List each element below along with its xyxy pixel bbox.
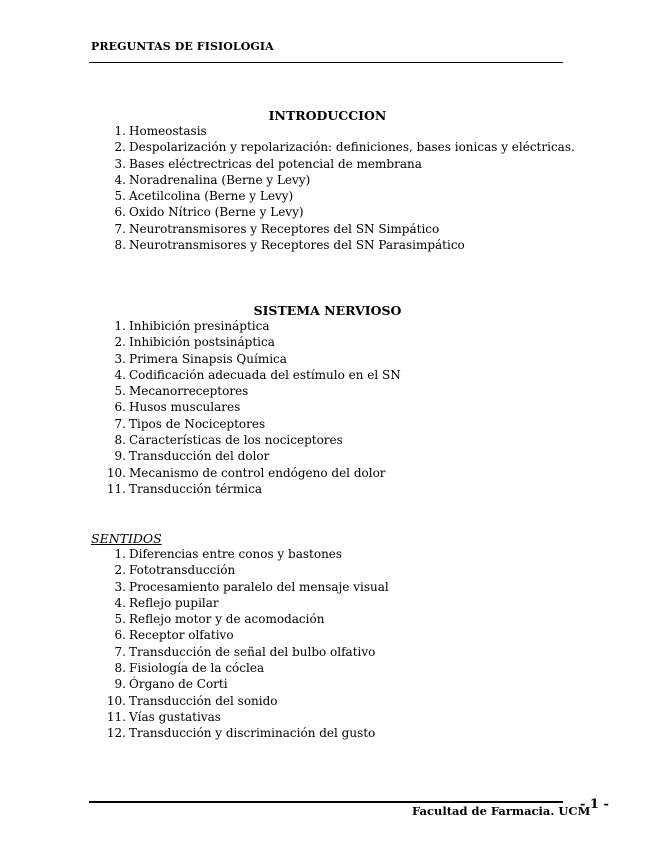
list-item-number: 2. [114, 140, 126, 155]
list-item [89, 644, 389, 660]
list-item [89, 399, 401, 415]
list-item-number: 12. [106, 726, 126, 741]
list-item-label: Transducción y discriminación del gusto [129, 726, 376, 741]
list-item-number: 2. [114, 563, 126, 578]
list-item [89, 367, 401, 383]
list-item-label: Despolarización y repolarización: definiciones, bases ionicas y eléctricas. [129, 140, 575, 155]
list-item-label: Neurotransmisores y Receptores del SN Simpático [129, 221, 440, 236]
sistema-nervioso-list [89, 318, 401, 497]
list-item-label: Transducción de señal del bulbo olfativo [129, 644, 376, 659]
list-item-label: Mecanorreceptores [129, 384, 249, 399]
list-item-label: Diferencias entre conos y bastones [129, 547, 343, 561]
list-item [89, 660, 389, 676]
list-item-number: 5. [114, 189, 126, 204]
list-item-number: 1. [114, 124, 126, 138]
list-item-label: Transducción del dolor [129, 449, 270, 464]
list-item-label: Fisiología de la cóclea [129, 661, 265, 676]
list-item-label: Reflejo motor y de acomodación [129, 612, 325, 627]
introduccion-list [89, 123, 575, 253]
list-item-label: Tipos de Nociceptores [129, 416, 266, 431]
footer-institution: Facultad de Farmacia. UCM [412, 804, 591, 818]
list-item [89, 579, 389, 595]
list-item [89, 204, 575, 220]
list-item-number: 7. [114, 416, 126, 431]
section-heading-sistema-nervioso-text: SISTEMA NERVIOSO [253, 303, 402, 318]
list-item-label: Reflejo pupilar [129, 595, 219, 610]
list-item-number: 8. [114, 661, 126, 676]
list-item-number: 10. [106, 465, 126, 480]
list-item-number: 3. [114, 579, 126, 594]
list-item-number: 6. [114, 205, 126, 220]
list-item-label: Inhibición presináptica [129, 319, 270, 333]
list-item-number: 8. [114, 238, 126, 253]
list-item-number: 5. [114, 612, 126, 627]
list-item-label: Transducción del sonido [129, 693, 278, 708]
list-item-number: 7. [114, 221, 126, 236]
list-item-label: Neurotransmisores y Receptores del SN Parasimpático [129, 238, 465, 253]
list-item-number: 11. [106, 481, 126, 496]
list-item-label: Noradrenalina (Berne y Levy) [129, 172, 311, 187]
page-number: - 1 - [580, 797, 609, 812]
page-header-title: PREGUNTAS DE FISIOLOGIA [91, 40, 274, 53]
list-item-number: 3. [114, 351, 126, 366]
footer-divider [89, 801, 563, 803]
section-heading-sistema-nervioso [0, 303, 655, 318]
list-item-label: Homeostasis [129, 124, 207, 138]
list-item-number: 7. [114, 644, 126, 659]
list-item [89, 611, 389, 627]
list-item [89, 709, 389, 725]
list-item-label: Procesamiento paralelo del mensaje visual [129, 579, 389, 594]
list-item-number: 10. [106, 693, 126, 708]
list-item [89, 123, 575, 139]
list-item-label: Fototransducción [129, 563, 236, 578]
list-item [89, 237, 575, 253]
list-item [89, 318, 401, 334]
list-item-number: 3. [114, 156, 126, 171]
list-item-number: 9. [114, 449, 126, 464]
list-item-number: 1. [114, 547, 126, 561]
list-item [89, 156, 575, 172]
list-item-label: Inhibición postsináptica [129, 335, 275, 350]
section-heading-introduccion-text: INTRODUCCION [268, 108, 387, 123]
list-item [89, 595, 389, 611]
list-item-number: 6. [114, 628, 126, 643]
list-item [89, 416, 401, 432]
list-item-label: Receptor olfativo [129, 628, 234, 643]
list-item-number: 5. [114, 384, 126, 399]
list-item-label: Bases eléctrectricas del potencial de membrana [129, 156, 422, 171]
list-item [89, 627, 389, 643]
list-item-number: 9. [114, 677, 126, 692]
list-item-number: 6. [114, 400, 126, 415]
list-item [89, 334, 401, 350]
section-heading-sentidos: SENTIDOS [91, 531, 162, 546]
list-item [89, 465, 401, 481]
list-item [89, 481, 401, 497]
list-item [89, 432, 401, 448]
list-item-number: 8. [114, 433, 126, 448]
list-item-number: 4. [114, 367, 126, 382]
list-item-number: 2. [114, 335, 126, 350]
list-item-label: Mecanismo de control endógeno del dolor [129, 465, 386, 480]
list-item [89, 562, 389, 578]
list-item-number: 1. [114, 319, 126, 333]
list-item-label: Transducción térmica [129, 481, 262, 496]
list-item-number: 4. [114, 595, 126, 610]
list-item [89, 725, 389, 741]
list-item-label: Primera Sinapsis Química [129, 351, 287, 366]
section-heading-introduccion [0, 108, 655, 123]
list-item [89, 188, 575, 204]
list-item [89, 139, 575, 155]
list-item-label: Husos musculares [129, 400, 241, 415]
sentidos-list [89, 546, 389, 742]
list-item [89, 546, 389, 562]
list-item [89, 448, 401, 464]
list-item-number: 11. [106, 709, 126, 724]
list-item-label: Vías gustativas [129, 709, 221, 724]
list-item [89, 172, 575, 188]
list-item [89, 221, 575, 237]
list-item [89, 693, 389, 709]
list-item [89, 676, 389, 692]
list-item-number: 4. [114, 172, 126, 187]
list-item-label: Oxido Nítrico (Berne y Levy) [129, 205, 304, 220]
header-divider [89, 62, 563, 63]
list-item [89, 351, 401, 367]
list-item-label: Codificación adecuada del estímulo en el SN [129, 367, 401, 382]
list-item-label: Características de los nociceptores [129, 433, 343, 448]
list-item-label: Acetilcolina (Berne y Levy) [129, 189, 294, 204]
list-item [89, 383, 401, 399]
list-item-label: Órgano de Corti [129, 677, 228, 692]
